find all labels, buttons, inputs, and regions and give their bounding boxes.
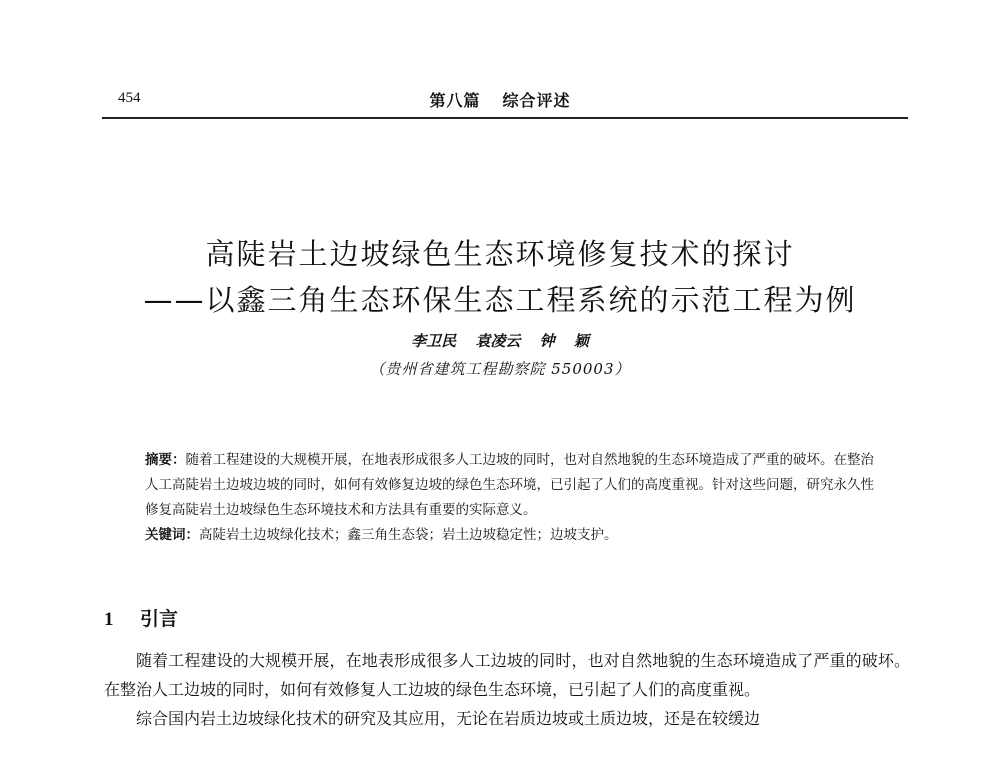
abstract-paragraph [145, 448, 875, 523]
article-subtitle: ——以鑫三角生态环保生态工程系统的示范工程为例 [143, 283, 857, 317]
running-head [0, 88, 1000, 111]
body-paragraph: 综合国内岩土边坡绿化技术的研究及其应用，无论在岩质边坡或土质边坡，还是在较缓边 [136, 709, 761, 728]
page-number: 454 [118, 90, 141, 106]
body-paragraph: 随着工程建设的大规模开展，在地表形成很多人工边坡的同时，也对自然地貌的生态环境造成了严重的破坏。在整治人工边坡的同时，如何有效修复人工边坡的绿色生态环境，已引起了人们的高度重视。 [104, 651, 910, 699]
header-rule [102, 117, 908, 119]
keywords-paragraph [145, 523, 875, 548]
authors: 李卫民 袁凌云 钟 颖 [411, 332, 589, 350]
section-title: 引言 [140, 608, 179, 630]
part-label: 第八篇 [429, 91, 481, 110]
keywords-text: 高陡岩土边坡绿化技术；鑫三角生态袋；岩土边坡稳定性；边坡支护。 [199, 527, 618, 543]
section-heading [104, 604, 178, 631]
section-number: 1 [104, 609, 114, 630]
abstract-text: 随着工程建设的大规模开展，在地表形成很多人工边坡的同时，也对自然地貌的生态环境造成了严重的破坏。在整治人工高陡岩土边坡边坡的同时，如何有效修复边坡的绿色生态环境，已引起了人们的高度重视。针对这些问题，研究永久性修复高陡岩土边坡绿色生态环境技术和方法具有重要的实际意义。 [145, 452, 874, 518]
affiliation: （贵州省建筑工程勘察院 550003） [369, 360, 631, 378]
body-text [104, 646, 910, 733]
keywords-label: 关键词： [145, 527, 199, 543]
abstract-block [145, 448, 875, 548]
part-title: 综合评述 [502, 91, 571, 110]
article-title: 高陡岩土边坡绿色生态环境修复技术的探讨 [205, 237, 795, 271]
abstract-label: 摘要： [145, 452, 186, 468]
